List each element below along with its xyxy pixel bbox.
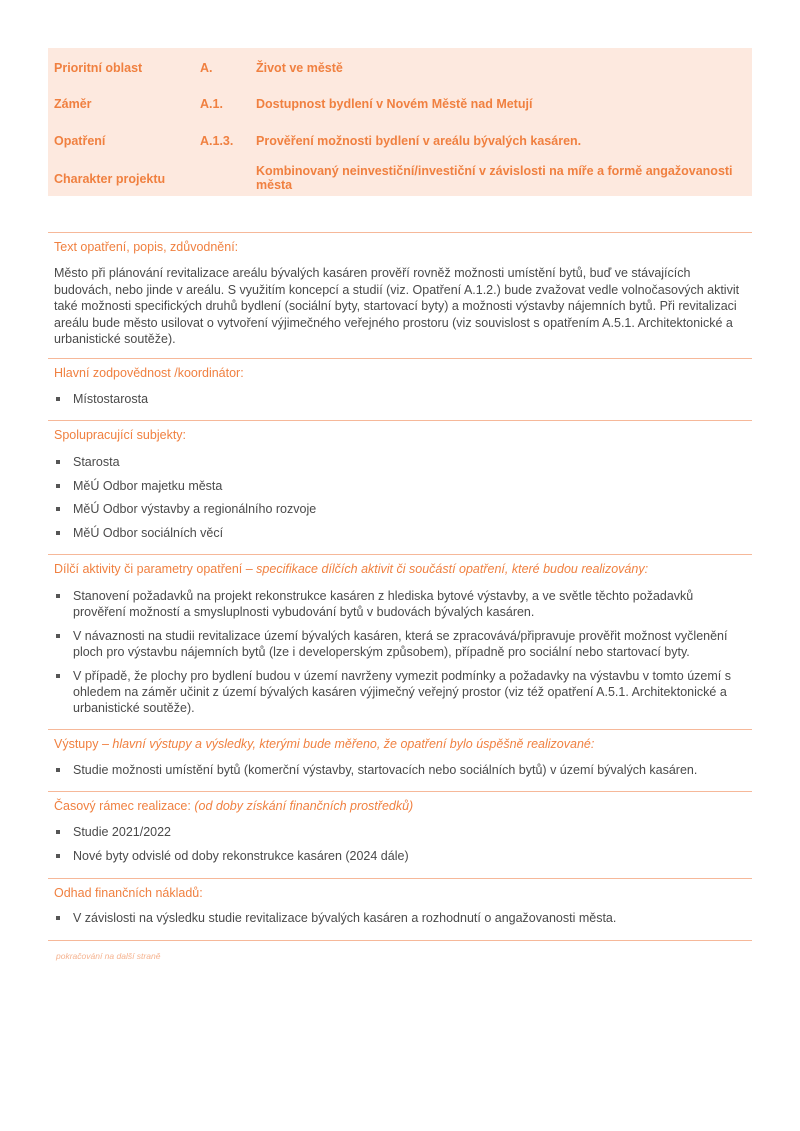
bullet-icon — [56, 674, 60, 678]
bullet-icon — [56, 507, 60, 511]
header-value: Život ve městě — [256, 61, 343, 75]
list-item: Studie možnosti umístění bytů (komerční výstavby, startovacích nebo sociálních bytů) v území bývalých kasáren. — [54, 762, 746, 778]
bullet-icon — [56, 830, 60, 834]
list-item: Stanovení požadavků na projekt rekonstrukce kasáren z hlediska bytové výstavby, a ve světle těchto požadavků prověření možností a smysluplnosti vybudování bytů v budovách bývalých kasáren. — [54, 588, 746, 620]
description-text: Město při plánování revitalizace areálu bývalých kasáren prověří rovněž možnosti umístění bytů, buď ve stávajících budovách, nebo jinde v areálu. S využitím koncepcí a studií (viz. Opatření A.1.2.) bude zvažovat vedle volnočasových aktivit také možnosti specifických druhů bydlení (sociální byty, startovací byty) a možnosti výstavby nájemních bytů. Při revitalizaci areálu bude město usilovat o vytvoření výjimečného veřejného prostoru (viz souvislost s opatřením A.5.1. Architektonické a urbanistické soutěže). — [54, 266, 740, 346]
section-outputs — [48, 729, 752, 792]
list-item: Studie 2021/2022 — [54, 824, 746, 840]
header-value: Kombinovaný neinvestiční/investiční v závislosti na míře a formě angažovanosti města — [256, 164, 733, 192]
section-title: Odhad finančních nákladů: — [54, 886, 203, 900]
bullet-icon — [56, 634, 60, 638]
header-value: Dostupnost bydlení v Novém Městě nad Metují — [256, 97, 533, 111]
list-item: MěÚ Odbor výstavby a regionálního rozvoje — [54, 501, 746, 517]
header-label: Prioritní oblast — [54, 61, 143, 75]
list-item: Místostarosta — [54, 391, 746, 407]
list-item: V závislosti na výsledku studie revitalizace bývalých kasáren a rozhodnutí o angažovanosti města. — [54, 910, 746, 926]
header-label: Záměr — [54, 97, 92, 111]
section-costs — [48, 878, 752, 941]
section-title: Výstupy – hlavní výstupy a výsledky, kterými bude měřeno, že opatření bylo úspěšně realizované: — [54, 737, 595, 751]
list-item: MěÚ Odbor majetku města — [54, 478, 746, 494]
bullet-icon — [56, 531, 60, 535]
section-title: Časový rámec realizace: (od doby získání finančních prostředků) — [54, 799, 414, 813]
list-item: Starosta — [54, 454, 746, 470]
header-code: A. — [200, 61, 213, 75]
header-table — [48, 48, 752, 196]
list-item: V případě, že plochy pro bydlení budou v území navrženy vymezit podmínky a požadavky na výstavbu v tomto území s ohledem na záměr učinit z území bývalých kasáren výjimečný veřejný prostor (viz též opatření A.5.1. Architektonické a urbanistické soutěže). — [54, 668, 746, 716]
bullet-icon — [56, 916, 60, 920]
list-item: Nové byty odvislé od doby rekonstrukce kasáren (2024 dále) — [54, 848, 746, 864]
bullet-icon — [56, 768, 60, 772]
header-code: A.1.3. — [200, 134, 234, 148]
bullet-icon — [56, 594, 60, 598]
list-item: MěÚ Odbor sociálních věcí — [54, 525, 746, 541]
continuation-note: pokračování na další straně — [56, 951, 161, 961]
divider — [48, 940, 752, 941]
section-title: Dílčí aktivity či parametry opatření – specifikace dílčích aktivit či součástí opatření, které budou realizovány: — [54, 562, 649, 576]
bullet-icon — [56, 854, 60, 858]
section-title: Spolupracující subjekty: — [54, 428, 187, 442]
bullet-icon — [56, 484, 60, 488]
section-timeframe — [48, 791, 752, 879]
header-code: A.1. — [200, 97, 223, 111]
bullet-icon — [56, 460, 60, 464]
section-responsibility — [48, 358, 752, 421]
section-description — [48, 232, 752, 359]
header-label: Opatření — [54, 134, 106, 148]
section-activities — [48, 554, 752, 730]
section-title: Hlavní zodpovědnost /koordinátor: — [54, 366, 244, 380]
header-label: Charakter projektu — [54, 172, 166, 186]
bullet-icon — [56, 397, 60, 401]
header-value: Prověření možnosti bydlení v areálu bývalých kasáren. — [256, 134, 582, 148]
list-item: V návaznosti na studii revitalizace území bývalých kasáren, která se zpracovává/připravuje prověřit možnost vyčlenění ploch pro výstavbu nájemních bytů (lze i developerským způsobem), případně pro sociální nebo startovací byty. — [54, 628, 746, 660]
section-title: Text opatření, popis, zdůvodnění: — [54, 240, 239, 254]
section-partners — [48, 420, 752, 555]
